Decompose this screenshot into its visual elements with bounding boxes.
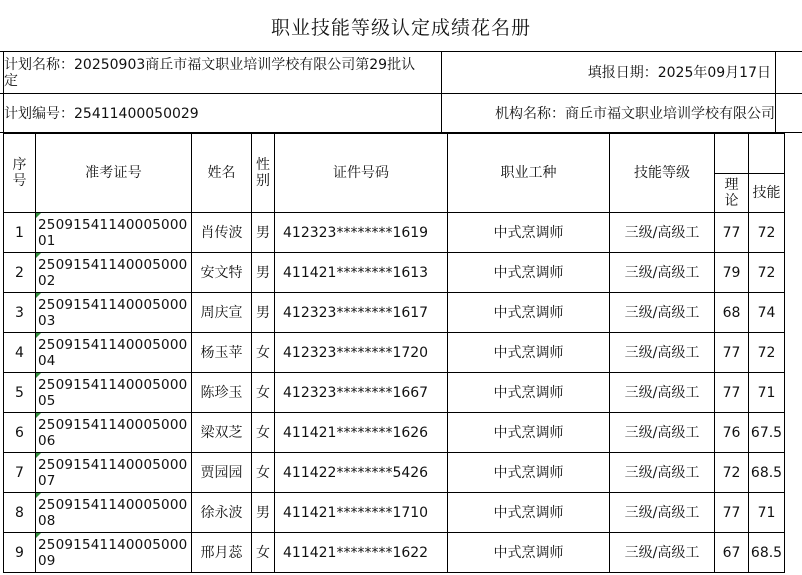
- row-exam-number: [36, 293, 192, 333]
- row-theory-score: 72: [715, 453, 749, 493]
- row-sex: 女: [252, 373, 275, 413]
- exam-number-text: 2509154114000500004: [38, 336, 188, 369]
- row-level: 三级/高级工: [610, 493, 715, 533]
- row-exam-number: [36, 373, 192, 413]
- header-score-top: [715, 134, 749, 174]
- table-row: [4, 373, 785, 413]
- row-skill-score: 68.5: [749, 533, 785, 573]
- row-job: 中式烹调师: [448, 453, 610, 493]
- row-name: 邢月蕊: [192, 533, 252, 573]
- exam-number-text: 2509154114000500005: [38, 376, 188, 409]
- row-level: 三级/高级工: [610, 453, 715, 493]
- row-skill-score: 72: [749, 213, 785, 253]
- row-name: 周庆宣: [192, 293, 252, 333]
- table-row: [4, 413, 785, 453]
- row-name: 徐永波: [192, 493, 252, 533]
- row-theory-score: 79: [715, 253, 749, 293]
- fill-date: 填报日期：2025年09月17日: [587, 65, 771, 81]
- row-exam-number: [36, 533, 192, 573]
- row-index: 9: [4, 533, 36, 573]
- row-level: 三级/高级工: [610, 253, 715, 293]
- row-index: 1: [4, 213, 36, 253]
- row-level: 三级/高级工: [610, 213, 715, 253]
- row-name: 安文特: [192, 253, 252, 293]
- row-skill-score: 71: [749, 493, 785, 533]
- row-index: 3: [4, 293, 36, 333]
- header-level: 技能等级: [610, 134, 715, 213]
- row-skill-score: 72: [749, 333, 785, 373]
- row-exam-number: [36, 253, 192, 293]
- exam-number-text: 2509154114000500008: [38, 496, 188, 529]
- row-skill-score: 71: [749, 373, 785, 413]
- row-theory-score: 77: [715, 213, 749, 253]
- divider: [0, 93, 802, 94]
- exam-number-text: 2509154114000500006: [38, 416, 188, 449]
- row-index: 2: [4, 253, 36, 293]
- divider: [441, 51, 442, 133]
- table-row: [4, 533, 785, 573]
- score-table: [3, 133, 785, 573]
- plan-number: 计划编号：25411400050029: [4, 106, 199, 122]
- row-id-number: 411421********1626: [275, 413, 448, 453]
- exam-number-text: 2509154114000500003: [38, 296, 188, 329]
- row-skill-score: 68.5: [749, 453, 785, 493]
- table-row: [4, 213, 785, 253]
- header-score-top: [749, 134, 785, 174]
- row-exam-number: [36, 493, 192, 533]
- row-index: 8: [4, 493, 36, 533]
- row-exam-number: [36, 453, 192, 493]
- row-sex: 男: [252, 253, 275, 293]
- header-id-number: 证件号码: [275, 134, 448, 213]
- row-sex: 女: [252, 453, 275, 493]
- row-name: 贾园园: [192, 453, 252, 493]
- row-sex: 女: [252, 413, 275, 453]
- row-sex: 男: [252, 293, 275, 333]
- table-row: [4, 333, 785, 373]
- plan-name: 计划名称：20250903商丘市福文职业培训学校有限公司第29批认定: [4, 57, 416, 89]
- header-index: 序号: [4, 134, 36, 213]
- row-theory-score: 77: [715, 333, 749, 373]
- table-row: [4, 493, 785, 533]
- row-job: 中式烹调师: [448, 533, 610, 573]
- exam-number-text: 2509154114000500001: [38, 216, 188, 249]
- header-sex: 性别: [252, 134, 275, 213]
- row-exam-number: [36, 413, 192, 453]
- header-theory: 理论: [715, 173, 749, 213]
- row-job: 中式烹调师: [448, 493, 610, 533]
- row-theory-score: 68: [715, 293, 749, 333]
- row-sex: 男: [252, 213, 275, 253]
- row-job: 中式烹调师: [448, 213, 610, 253]
- row-id-number: 411421********1622: [275, 533, 448, 573]
- row-id-number: 412323********1617: [275, 293, 448, 333]
- header-skill: 技能: [749, 173, 785, 213]
- row-id-number: 411421********1710: [275, 493, 448, 533]
- row-skill-score: 67.5: [749, 413, 785, 453]
- header-job: 职业工种: [448, 134, 610, 213]
- row-job: 中式烹调师: [448, 253, 610, 293]
- row-level: 三级/高级工: [610, 413, 715, 453]
- table-row: [4, 293, 785, 333]
- row-index: 4: [4, 333, 36, 373]
- table-row: [4, 453, 785, 493]
- row-index: 7: [4, 453, 36, 493]
- row-id-number: 412323********1619: [275, 213, 448, 253]
- row-level: 三级/高级工: [610, 533, 715, 573]
- row-theory-score: 76: [715, 413, 749, 453]
- row-sex: 女: [252, 333, 275, 373]
- row-exam-number: [36, 213, 192, 253]
- row-id-number: 412323********1720: [275, 333, 448, 373]
- row-skill-score: 74: [749, 293, 785, 333]
- row-name: 杨玉苹: [192, 333, 252, 373]
- organization-name: 机构名称：商丘市福文职业培训学校有限公司: [495, 106, 775, 122]
- header-name: 姓名: [192, 134, 252, 213]
- divider: [775, 51, 776, 133]
- row-name: 肖传波: [192, 213, 252, 253]
- row-sex: 男: [252, 493, 275, 533]
- row-id-number: 411422********5426: [275, 453, 448, 493]
- row-name: 梁双芝: [192, 413, 252, 453]
- row-job: 中式烹调师: [448, 373, 610, 413]
- page-title: 职业技能等级认定成绩花名册: [270, 16, 531, 39]
- row-level: 三级/高级工: [610, 293, 715, 333]
- row-theory-score: 77: [715, 493, 749, 533]
- row-job: 中式烹调师: [448, 293, 610, 333]
- row-level: 三级/高级工: [610, 373, 715, 413]
- row-index: 6: [4, 413, 36, 453]
- exam-number-text: 2509154114000500002: [38, 256, 188, 289]
- row-job: 中式烹调师: [448, 413, 610, 453]
- row-theory-score: 67: [715, 533, 749, 573]
- exam-number-text: 2509154114000500007: [38, 456, 188, 489]
- table-row: [4, 253, 785, 293]
- row-exam-number: [36, 333, 192, 373]
- exam-number-text: 2509154114000500009: [38, 536, 188, 569]
- row-id-number: 411421********1613: [275, 253, 448, 293]
- row-theory-score: 77: [715, 373, 749, 413]
- divider: [0, 51, 802, 52]
- row-index: 5: [4, 373, 36, 413]
- row-sex: 女: [252, 533, 275, 573]
- row-id-number: 412323********1667: [275, 373, 448, 413]
- row-name: 陈珍玉: [192, 373, 252, 413]
- row-level: 三级/高级工: [610, 333, 715, 373]
- header-exam-number: 准考证号: [36, 134, 192, 213]
- row-skill-score: 72: [749, 253, 785, 293]
- row-job: 中式烹调师: [448, 333, 610, 373]
